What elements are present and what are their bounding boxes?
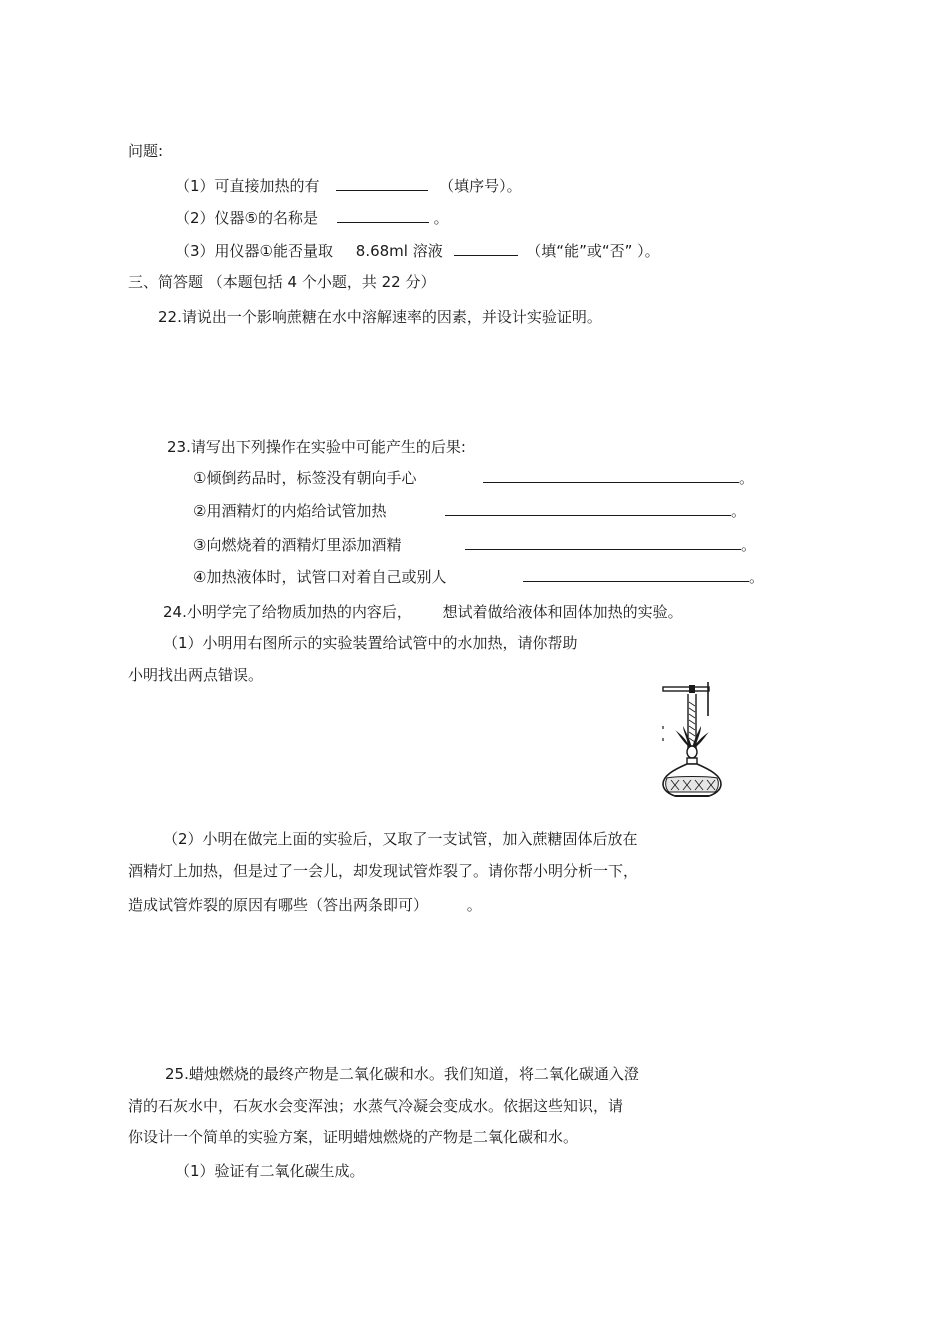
q24-part1-line1: （1）小明用右图所示的实验装置给试管中的水加热，请你帮助 <box>163 634 578 652</box>
answer-blank <box>465 535 741 550</box>
q24-part1-line2: 小明找出两点错误。 <box>128 666 264 684</box>
q21-part3-text: （3）用仪器①能否量取 <box>175 242 333 260</box>
q23-item <box>193 535 401 555</box>
q25-part1: （1）验证有二氧化碳生成。 <box>175 1162 365 1180</box>
q23-item-text: ①倾倒药品时，标签没有朝向手心 <box>193 469 417 487</box>
q23-item <box>193 567 446 587</box>
q23-item-text: ③向燃烧着的酒精灯里添加酒精 <box>193 536 402 554</box>
answer-blank <box>523 567 749 582</box>
test-tube-heating-apparatus-icon <box>655 678 735 800</box>
question-intro: 问题: <box>128 142 164 160</box>
q23-item <box>193 501 386 521</box>
answer-blank <box>454 241 518 256</box>
q21-part1-text: （1）可直接加热的有 <box>175 177 320 195</box>
q23-item-end: 。 <box>749 568 765 586</box>
q24-part2-line3 <box>128 895 482 915</box>
q23-item <box>193 468 416 488</box>
q24-part2-text: 造成试管炸裂的原因有哪些（答出两条即可） <box>128 896 429 914</box>
q23-item-answer <box>483 468 754 488</box>
section-heading: 三、简答题 （本题包括 4 个小题，共 22 分） <box>128 273 436 291</box>
q24-intro-b: 想试着做给液体和固体加热的实验。 <box>442 603 683 621</box>
q23-item-end: 。 <box>739 469 755 487</box>
q23-item-text: ④加热液体时，试管口对着自己或别人 <box>193 568 447 586</box>
q24-intro-a: 24.小明学完了给物质加热的内容后， <box>163 603 412 621</box>
q25-line3: 你设计一个简单的实验方案，证明蜡烛燃烧的产物是二氧化碳和水。 <box>128 1128 579 1146</box>
q25-line1: 25.蜡烛燃烧的最终产物是二氧化碳和水。我们知道，将二氧化碳通入澄 <box>165 1065 639 1083</box>
answer-blank <box>445 501 731 516</box>
question-24-intro <box>163 602 683 622</box>
q23-item-answer <box>445 501 746 521</box>
q23-item-text: ②用酒精灯的内焰给试管加热 <box>193 502 387 520</box>
question-23-intro: 23.请写出下列操作在实验中可能产生的后果: <box>167 438 466 456</box>
q24-part2-end: 。 <box>466 896 482 914</box>
q21-part1 <box>175 176 522 196</box>
q25-line2: 清的石灰水中，石灰水会变浑浊；水蒸气冷凝会变成水。依据这些知识，请 <box>128 1097 624 1115</box>
q23-item-answer <box>465 535 756 555</box>
q21-part2-text: （2）仪器⑤的名称是 <box>175 209 318 227</box>
q21-part2-suffix: 。 <box>433 209 449 227</box>
q24-part2-line2: 酒精灯上加热，但是过了一会儿，却发现试管炸裂了。请你帮小明分析一下， <box>128 862 639 880</box>
q21-part3 <box>175 241 660 261</box>
q23-item-end: 。 <box>731 502 747 520</box>
q23-item-answer <box>523 567 764 587</box>
answer-blank <box>336 176 428 191</box>
q23-item-end: 。 <box>741 536 757 554</box>
q21-part3-suffix: （填“能”或“否” ）。 <box>526 242 660 260</box>
answer-blank <box>337 208 429 223</box>
q21-part3-value: 8.68ml 溶液 <box>355 242 443 260</box>
q21-part1-suffix: （填序号）。 <box>439 177 522 195</box>
q21-part2 <box>175 208 449 228</box>
q24-part2-line1: （2）小明在做完上面的实验后，又取了一支试管，加入蔗糖固体后放在 <box>163 830 638 848</box>
answer-blank <box>483 468 739 483</box>
question-22: 22.请说出一个影响蔗糖在水中溶解速率的因素，并设计实验证明。 <box>158 308 602 326</box>
